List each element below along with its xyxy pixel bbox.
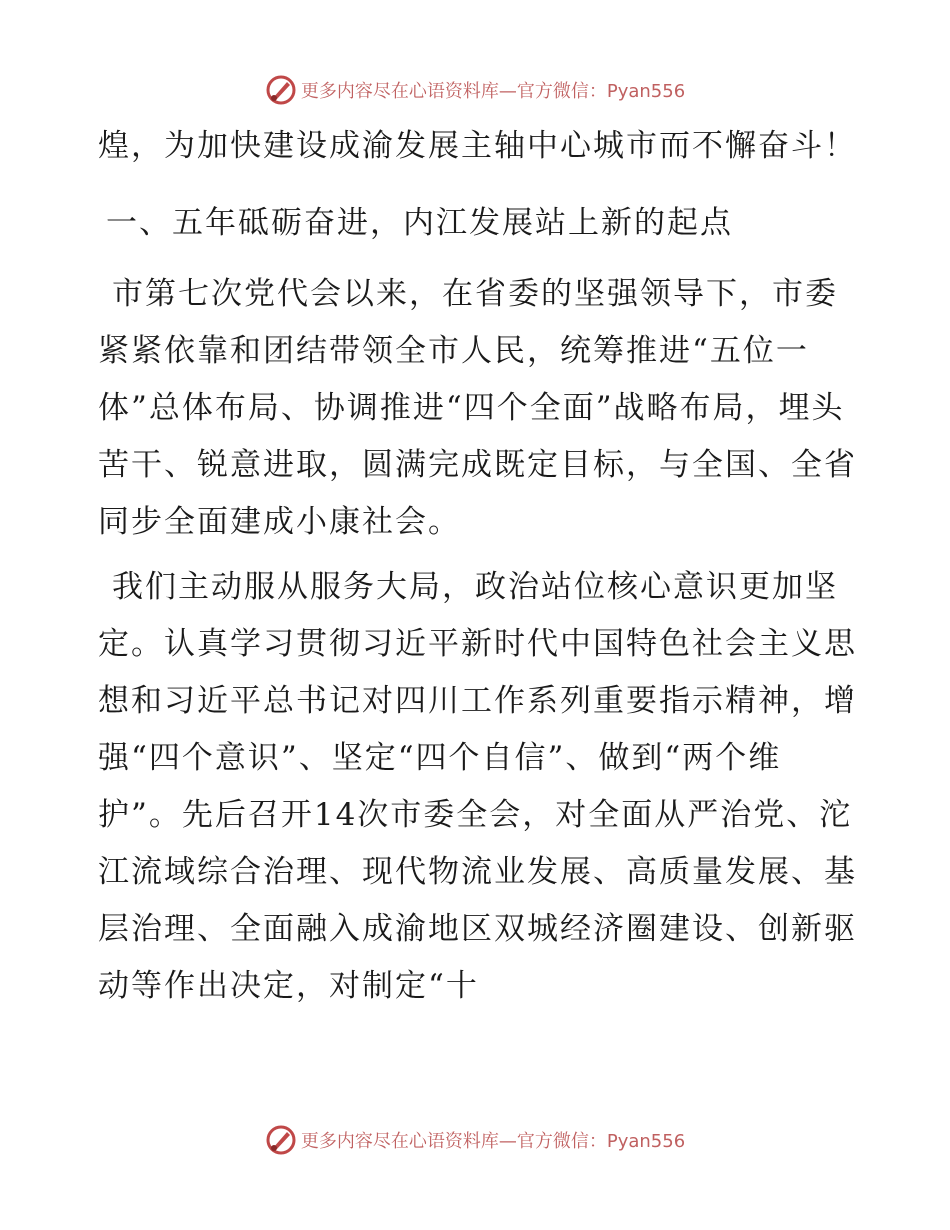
watermark-footer [0,1120,950,1160]
watermark-header [0,70,950,110]
paragraph-intro: 市第七次党代会以来，在省委的坚强领导下，市委紧紧依靠和团结带领全市人民，统筹推进“五位一体”总体布局、协调推进“四个全面”战略布局，埋头苦干、锐意进取，圆满完成既定目标，与全国、全省同步全面建成小康社会。 [98,276,857,540]
section-heading: 一、五年砥砺奋进，内江发展站上新的起点 [106,205,733,241]
paragraph-politics: 我们主动服从服务大局，政治站位核心意识更加坚定。认真学习贯彻习近平新时代中国特色社会主义思想和习近平总书记对四川工作系列重要指示精神，增强“四个意识”、坚定“四个自信”、做到“两个维护”。先后召开14次市委全会，对全面从严治党、沱江流域综合治理、现代物流业发展、高质量发展、基层治理、全面融入成渝地区双城经济圈建设、创新驱动等作出决定，对制定“十 [98,569,857,1004]
watermark-text: 更多内容尽在心语资料库—官方微信：Pyan556 [300,81,686,102]
watermark-text: 更多内容尽在心语资料库—官方微信：Pyan556 [300,1131,686,1152]
brush-logo-icon [265,1124,297,1156]
brush-logo-icon [265,74,297,106]
paragraph-continuation: 煌，为加快建设成渝发展主轴中心城市而不懈奋斗！ [98,128,857,164]
document-body [98,118,858,1023]
